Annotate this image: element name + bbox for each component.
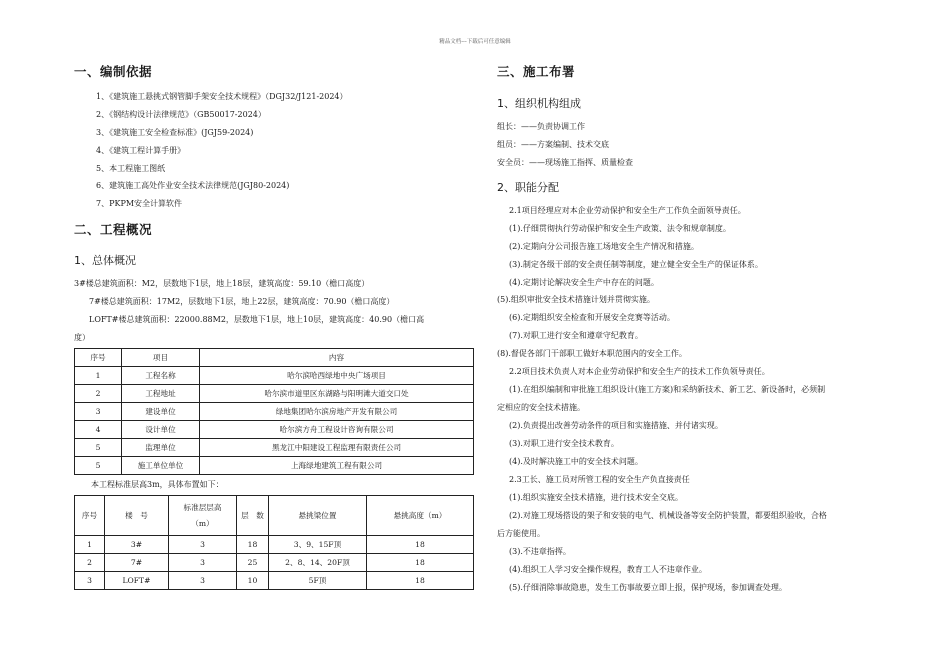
- duty-line: 2.1项目经理应对本企业劳动保护和安全生产工作负全面领导责任。: [509, 206, 746, 215]
- duty-line: (8).督促各部门干部职工做好本职范围内的安全工作。: [497, 349, 687, 358]
- table-cell: 哈尔滨市道里区东湖路与阳明滩大道交口处: [200, 385, 474, 403]
- basis-item: 1、《建筑施工悬挑式钢管脚手架安全技术规程》（DGJ32/J121-2024）: [96, 92, 348, 101]
- table-row: [75, 367, 474, 385]
- table-cell: 3、9、15F顶: [269, 536, 367, 554]
- basis-item: 4、《建筑工程计算手册》: [96, 146, 186, 155]
- duty-line: (3).对职工进行安全技术教育。: [509, 439, 619, 448]
- duty-line: 后方能使用。: [497, 529, 545, 538]
- project-info-table: [74, 348, 474, 475]
- org-line: 组员：——方案编制、技术交底: [497, 140, 609, 149]
- duty-line: (3).不违章指挥。: [509, 547, 571, 556]
- table-cell: 4: [75, 421, 122, 439]
- org-line: 安全员：——现场施工指挥、质量检查: [497, 158, 633, 167]
- table-cell: 3: [169, 554, 237, 572]
- duty-line: (3).制定各级干部的安全责任制等制度，建立健全安全生产的保证体系。: [509, 260, 763, 269]
- table-cell: 2: [75, 385, 122, 403]
- section-title-deployment: 三、施工布署: [497, 64, 576, 79]
- table-row: [75, 536, 474, 554]
- table-cell: 10: [237, 572, 269, 590]
- subsection-title-duties: 2、职能分配: [497, 181, 559, 194]
- table-cell: 3: [169, 572, 237, 590]
- org-line: 组长：——负责协调工作: [497, 122, 585, 131]
- duty-line: (4).定期讨论解决安全生产中存在的问题。: [509, 278, 659, 287]
- subsection-title-general: 1、总体概况: [74, 254, 136, 267]
- table-header: 悬挑梁位置: [269, 496, 367, 536]
- table-cell: 7#: [105, 554, 169, 572]
- duty-line: (5).仔细消除事故隐患，发生工伤事故要立即上报，保护现场，参加调查处理。: [509, 583, 787, 592]
- table-cell: 3: [75, 403, 122, 421]
- table-cell: 18: [237, 536, 269, 554]
- section-title-basis: 一、编制依据: [74, 64, 153, 79]
- table-cell: 设计单位: [122, 421, 200, 439]
- layer-note: 本工程标准层高3m，具体布置如下：: [91, 480, 224, 489]
- table-cell: 工程名称: [122, 367, 200, 385]
- basis-item: 6、建筑施工高处作业安全技术法律规范(JGJ80-2024): [96, 181, 290, 190]
- table-cell: 3: [169, 536, 237, 554]
- table-cell: 哈尔滨方舟工程设计咨询有限公司: [200, 421, 474, 439]
- duty-line: (2).定期向分公司报告施工场地安全生产情况和措施。: [509, 242, 699, 251]
- cantilever-table: [74, 495, 474, 590]
- table-cell: 5F顶: [269, 572, 367, 590]
- table-cell: 哈尔滨哈西绿地中央广场项目: [200, 367, 474, 385]
- table-row: [75, 572, 474, 590]
- duty-line: 2.3工长、施工员对所管工程的安全生产负直接责任: [509, 475, 690, 484]
- duty-line: (6).定期组织安全检查和开展安全竞赛等活动。: [509, 313, 675, 322]
- header-line: （m）: [191, 518, 214, 528]
- basis-item: 7、PKPM安全计算软件: [96, 199, 183, 208]
- table-cell: 建设单位: [122, 403, 200, 421]
- table-cell: 3#: [105, 536, 169, 554]
- table-header: 序号: [75, 496, 105, 536]
- duty-line: (1).仔细贯彻执行劳动保护和安全生产政策、法令和规章制度。: [509, 224, 731, 233]
- table-cell: 黑龙江中阳建设工程监理有限责任公司: [200, 439, 474, 457]
- table-cell: 施工单位单位: [122, 457, 200, 475]
- duty-line: 定相应的安全技术措施。: [497, 403, 585, 412]
- table-cell: 5: [75, 457, 122, 475]
- table-header: 项目: [122, 349, 200, 367]
- table-cell: 监理单位: [122, 439, 200, 457]
- table-cell: 18: [367, 554, 474, 572]
- duty-line: (5).组织审批安全技术措施计划并贯彻实施。: [497, 295, 655, 304]
- overview-line: LOFT#楼总建筑面积：22000.88M2，层数地下1层，地上10层，建筑高度：40.90（檐口高: [89, 315, 425, 324]
- overview-line: 3#楼总建筑面积：M2，层数地下1层，地上18层，建筑高度：59.10（檐口高度）: [74, 279, 370, 288]
- subsection-title-organization: 1、组织机构组成: [497, 97, 581, 110]
- table-cell: 18: [367, 572, 474, 590]
- basis-item: 2、《钢结构设计法律规范》（GB50017-2024）: [96, 110, 266, 119]
- duty-line: (1).组织实施安全技术措施，进行技术安全交底。: [509, 493, 683, 502]
- table-header: 层 数: [237, 496, 269, 536]
- table-cell: 2: [75, 554, 105, 572]
- table-row: [75, 421, 474, 439]
- table-header: [169, 496, 237, 536]
- table-cell: 18: [367, 536, 474, 554]
- duty-line: (7).对职工进行安全和遵章守纪教育。: [509, 331, 643, 340]
- table-row: [75, 385, 474, 403]
- duty-line: 2.2项目技术负责人对本企业劳动保护和安全生产的技术工作负领导责任。: [509, 367, 770, 376]
- overview-line: 度）: [74, 333, 90, 342]
- table-row: [75, 554, 474, 572]
- table-header: 序号: [75, 349, 122, 367]
- table-row: [75, 457, 474, 475]
- duty-line: (4).及时解决施工中的安全技术问题。: [509, 457, 643, 466]
- duty-line: (2).负责提出改善劳动条件的项目和实施措施、并付诸实现。: [509, 421, 723, 430]
- table-row: [75, 403, 474, 421]
- table-cell: 25: [237, 554, 269, 572]
- table-cell: 绿地集团哈尔滨房地产开发有限公司: [200, 403, 474, 421]
- header-line: 标准层层高: [183, 502, 222, 512]
- duty-line: (1).在组织编制和审批施工组织设计(施工方案)和采纳新技术、新工艺、新设备时，必须制: [509, 385, 826, 394]
- table-row: [75, 439, 474, 457]
- basis-item: 5、本工程施工图纸: [96, 164, 166, 173]
- header-note: 精品文档---下载后可任意编辑: [439, 39, 511, 45]
- overview-line: 7#楼总建筑面积：17M2，层数地下1层，地上22层，建筑高度：70.90（檐口高度）: [89, 297, 395, 306]
- table-cell: LOFT#: [105, 572, 169, 590]
- table-cell: 工程地址: [122, 385, 200, 403]
- table-cell: 上海绿地建筑工程有限公司: [200, 457, 474, 475]
- table-header-row: [75, 349, 474, 367]
- table-cell: 5: [75, 439, 122, 457]
- table-cell: 1: [75, 536, 105, 554]
- table-cell: 3: [75, 572, 105, 590]
- table-header: 悬挑高度（m）: [367, 496, 474, 536]
- table-cell: 2、8、14、20F顶: [269, 554, 367, 572]
- table-header: 楼 号: [105, 496, 169, 536]
- table-cell: 1: [75, 367, 122, 385]
- duty-line: (4).组织工人学习安全操作规程，教育工人不违章作业。: [509, 565, 707, 574]
- table-header-row: [75, 496, 474, 536]
- section-title-overview: 二、工程概况: [74, 222, 153, 237]
- duty-line: (2).对施工现场搭设的架子和安装的电气、机械设备等安全防护装置，都要组织验收，合格: [509, 511, 827, 520]
- table-header: 内容: [200, 349, 474, 367]
- basis-item: 3、《建筑施工安全检查标准》(JGJ59-2024): [96, 128, 254, 137]
